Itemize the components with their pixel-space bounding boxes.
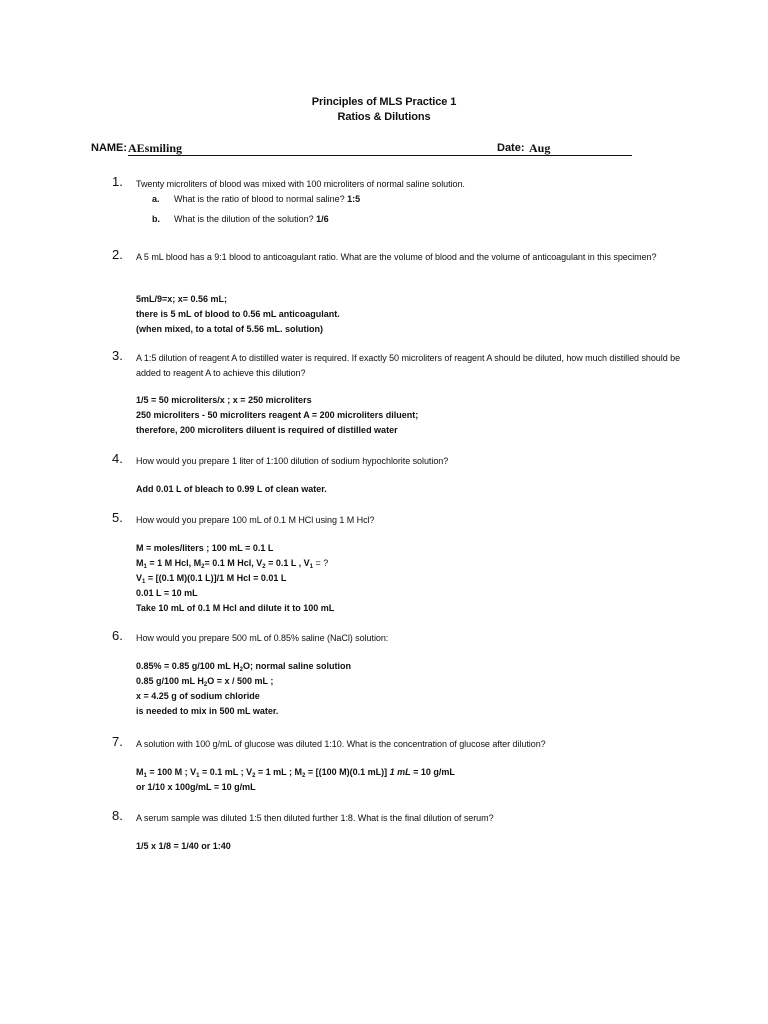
question-text: How would you prepare 500 mL of 0.85% saline (NaCl) solution:: [136, 633, 389, 643]
answer-line: M = moles/liters ; 100 mL = 0.1 L: [136, 543, 274, 553]
answer-line: 250 microliters - 50 microliters reagent A = 200 microliters diluent;: [136, 410, 419, 420]
answer-line: 0.85 g/100 mL $H_2O = x / 500$ mL ;: [136, 676, 274, 688]
answer-line: or 1/10 x 100g/mL = 10 g/mL: [136, 782, 256, 792]
question-number: 8.: [112, 808, 123, 823]
answer-line: 1/5 = 50 microliters/x ; x = 250 microliters: [136, 395, 312, 405]
page-title: Principles of MLS Practice 1: [311, 96, 457, 108]
question-text: How would you prepare 100 mL of 0.1 M HCl using 1 M Hcl?: [136, 515, 375, 525]
answer-block: [136, 659, 351, 719]
answer-line: $M_1 = 100$ M ; $V_1 = 0.1$ mL ; $V_2 = 1$ mL ; $M_2 = [(100$ M)(0.1 mL)] 1 mL = 10 g/mL: [136, 767, 455, 779]
question-number: 6.: [112, 628, 123, 643]
name-underline: [128, 155, 535, 156]
answer-line: $M_1 = 1$ M Hcl, $M_2= 0.1$ M Hcl, $V_2 = 0.1$ L , $V_1$ = ?: [136, 558, 329, 570]
question-number: 7.: [112, 734, 123, 749]
question-text: A 5 mL blood has a 9:1 blood to anticoagulant ratio. What are the volume of blood and the volume of anticoagulant in this specimen?: [136, 252, 657, 262]
answer-line: 1/5 x 1/8 = 1/40 or 1:40: [136, 841, 231, 851]
sub-letter: b.: [152, 214, 160, 224]
question-text: A 1:5 dilution of reagent A to distilled water is required. If exactly 50 microliters of reagent A should be diluted, how much distilled should be added to reagent A to achieve this dilution?: [136, 353, 681, 378]
name-value: AEsmiling: [128, 141, 183, 155]
sub-letter: a.: [152, 194, 160, 204]
question-number: 5.: [112, 510, 123, 525]
question-text: A solution with 100 g/mL of glucose was diluted 1:10. What is the concentration of glucose after dilution?: [136, 739, 546, 749]
answer-line: $V_1 = [(0.1$ M)(0.1 L)]/1 M Hcl = 0.01 L: [136, 573, 287, 585]
answer-line: there is 5 mL of blood to 0.56 mL anticoagulant.: [136, 309, 340, 319]
answer-line: (when mixed, to a total of 5.56 mL. solution): [136, 324, 324, 334]
answer-line: Add 0.01 L of bleach to 0.99 L of clean water.: [136, 484, 327, 494]
sub-answer: 1/6: [316, 214, 329, 224]
answer-line: 5mL/9=x; x= 0.56 mL;: [136, 294, 228, 304]
answer-block: [136, 839, 231, 854]
question-number: 2.: [112, 247, 123, 262]
question-number: 4.: [112, 451, 123, 466]
question-text: Twenty microliters of blood was mixed with 100 microliters of normal saline solution.: [136, 179, 465, 189]
answer-line: 0.85% = 0.85 g/100 mL $H_2O$; normal saline solution: [136, 661, 352, 673]
answer-line: x = 4.25 g of sodium chloride: [136, 691, 260, 701]
answer-line: is needed to mix in 500 mL water.: [136, 706, 279, 716]
answer-line: 0.01 L = 10 mL: [136, 588, 198, 598]
sub-text: What is the ratio of blood to normal saline? 1:5: [174, 194, 361, 204]
date-value: Aug: [529, 141, 551, 155]
sub-text: What is the dilution of the solution? 1/6: [174, 214, 329, 224]
answer-block: [136, 393, 418, 438]
answer-line: therefore, 200 microliters diluent is required of distilled water: [136, 425, 398, 435]
answer-line: Take 10 mL of 0.1 M Hcl and dilute it to 100 mL: [136, 603, 335, 613]
date-underline: [528, 155, 632, 156]
question-number: 3.: [112, 348, 123, 363]
question-number: 1.: [112, 174, 123, 189]
sub-answer: 1:5: [347, 194, 361, 204]
answer-block: [136, 482, 327, 497]
answer-block: [136, 292, 340, 337]
question-text: How would you prepare 1 liter of 1:100 dilution of sodium hypochlorite solution?: [136, 456, 449, 466]
name-label: NAME:: [91, 142, 128, 154]
date-label: Date:: [497, 142, 525, 154]
answer-block: [136, 541, 334, 616]
page-subtitle: Ratios & Dilutions: [337, 111, 431, 123]
question-text: A serum sample was diluted 1:5 then diluted further 1:8. What is the final dilution of serum?: [136, 813, 494, 823]
answer-block: [136, 765, 455, 795]
